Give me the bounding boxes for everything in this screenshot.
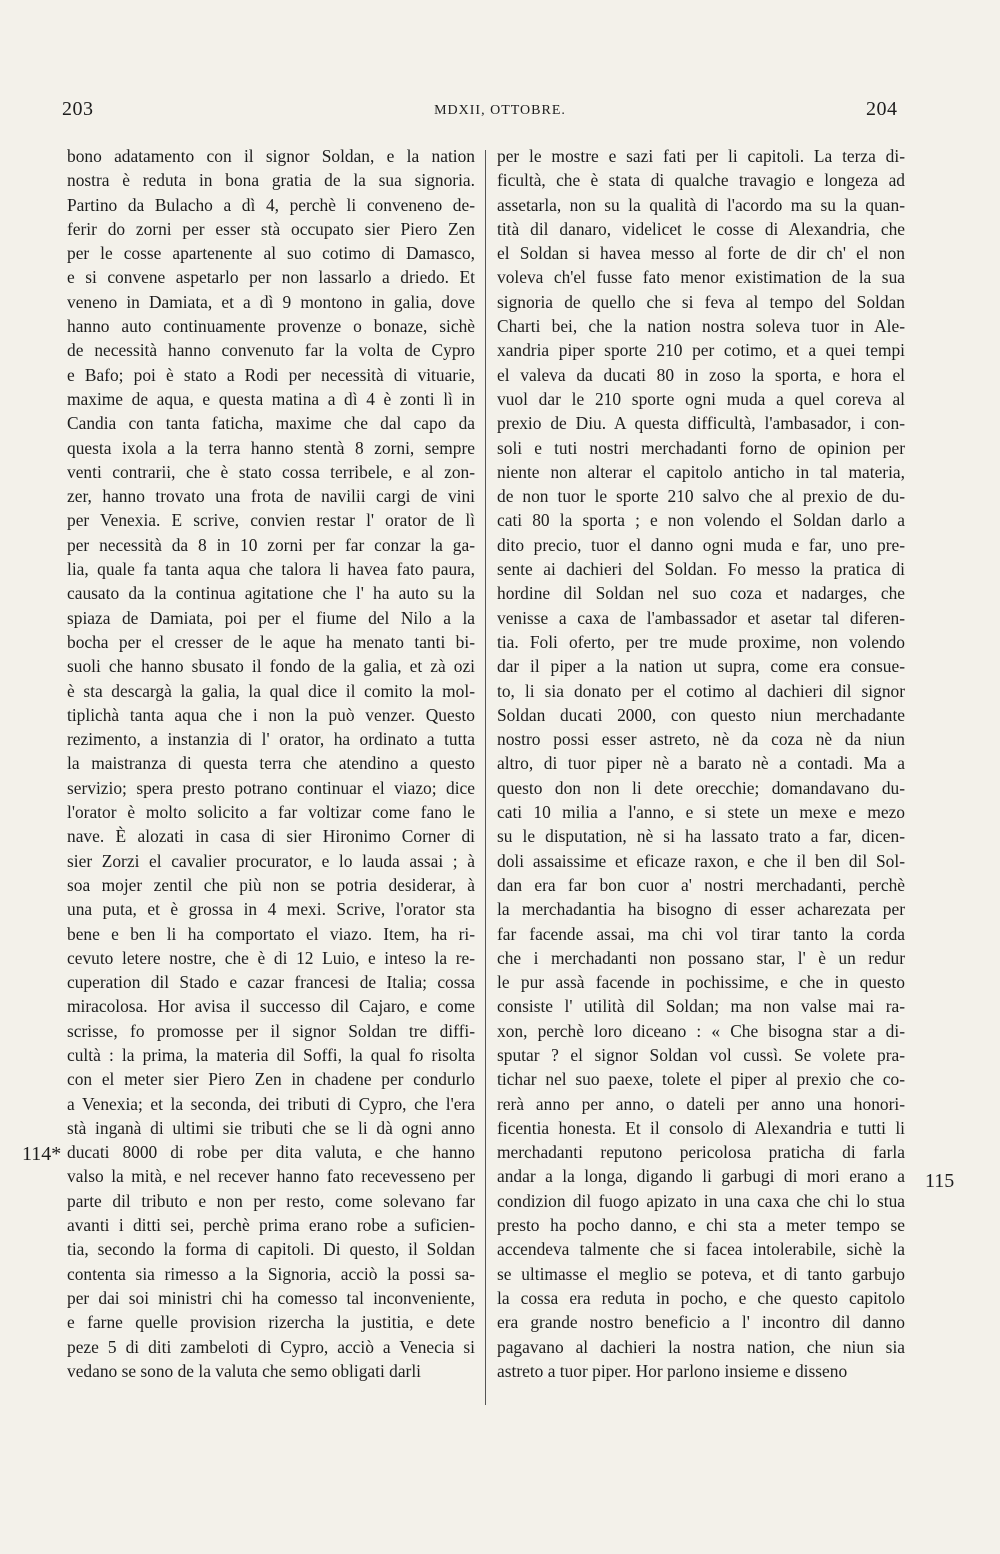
text-line: ficultà, che è stata di qualche travagio e longeza ad (497, 170, 905, 191)
text-line: bono adatamento con il signor Soldan, e la nation (67, 146, 475, 166)
text-line: causato da la continua agitatione che l' ha auto su la (67, 583, 475, 604)
text-line: zer, hanno trovato una frota de navilii cargi de vini (67, 486, 475, 507)
text-line: tiplichà tanta aqua che i non la può venzer. Questo (67, 704, 475, 725)
text-line: soa mojer zentil che più non se potria desiderar, à (67, 874, 475, 895)
text-line: una puta, et è grossa in 4 mexi. Scrive, l'orator sta (67, 899, 475, 920)
text-line: far facende assai, ma chi vol tirar tanto la corda (497, 923, 905, 944)
text-line: accendeva talmente che si facea intolerabile, sichè la (497, 1239, 905, 1260)
text-line: spiaza de Damiata, poi per el fiume del Nilo a la (67, 607, 475, 628)
text-line: per le mostre e sazi fati per li capitoli. La terza di- (497, 146, 905, 166)
text-line: valso la mità, e nel recever hanno fato recevesseno per (67, 1166, 475, 1187)
text-line: ferir do zorni per esser stà occupato sier Piero Zen (67, 218, 475, 239)
text-line: nave. È alozati in casa di sier Hironimo Corner di (67, 826, 475, 847)
page-number-left: 203 (62, 98, 94, 120)
text-line: rezimento, a instanzia di l' orator, ha ordinato a tutta (67, 729, 475, 750)
text-line: Soldan ducati 2000, con questo niun merchadante (497, 704, 905, 725)
text-line: andar a la longa, digando li garbugi di mori erano a (497, 1166, 905, 1187)
text-line: nostro possi esser astreto, nè da coza nè da niun (497, 729, 905, 750)
text-line: voleva ch'el fusse fato menor existimation de la sua (497, 267, 905, 288)
text-line: peze 5 di diti zambeloti di Cypro, acciò a Venecia si (67, 1336, 475, 1357)
text-line: ducati 8000 di robe per dita valuta, e che hanno (67, 1142, 475, 1163)
text-line: consiste l' utilità dil Soldan; ma non valse mai ra- (497, 996, 905, 1017)
text-line: dito precio, tuor el danno ogni muda e far, uno pre- (497, 534, 905, 555)
text-line: lia, quale fa tanta aqua che talora li havea fato paura, (67, 559, 475, 580)
text-line: cuperation dil Stado e cazar francesi de Italia; cossa (67, 972, 475, 993)
text-line: vuol dar le 210 sporte ogni muda a quel coreva al (497, 388, 905, 409)
text-line: altro, di tuor piper nè a barato nè a contadi. Ma a (497, 753, 905, 774)
text-line: tichar nel suo paexe, tolete el piper al prexio che co- (497, 1069, 905, 1090)
text-line: e Bafo; poi è stato a Rodi per necessità di vituarie, (67, 364, 475, 385)
text-line: de necessità hanno convenuto far la volta de Cypro (67, 340, 475, 361)
text-line: era grande nostro beneficio a l' incontro dil danno (497, 1312, 905, 1333)
text-line: tità dil danaro, videlicet le cosse di Alexandria, che (497, 218, 905, 239)
text-line: su le disputation, nè si ha lassato trato a far, dicen- (497, 826, 905, 847)
text-line: maxime de aqua, e questa matina a dì 4 è zonti lì in (67, 388, 475, 409)
text-line: merchadanti reputono pericolosa praticha di farla (497, 1142, 905, 1163)
text-line: ficentia honesta. Et il consolo di Alexandria e tutti li (497, 1117, 905, 1138)
text-line: niente non alterar el capitolo anticho in tal materia, (497, 461, 905, 482)
text-line: per Venexia. E scrive, convien restar l' orator de lì (67, 510, 475, 531)
text-line: contenta sia rimesso a la Signoria, acciò la possi sa- (67, 1263, 475, 1284)
text-line: rerà anno per anno, o dateli per anno una honori- (497, 1093, 905, 1114)
text-line: cultà : la prima, la materia dil Soffi, la qual fo risolta (67, 1044, 475, 1065)
text-line: a Venexia; et la seconda, dei tributi di Cypro, che l'era (67, 1093, 475, 1114)
text-line: è sta descargà la galia, la qual dice il comito la mol- (67, 680, 475, 701)
text-line: venisse a caxa de l'ambassador et asetar tal diferen- (497, 607, 905, 628)
text-line: dan era far bon cuor a' nostri merchadanti, perchè (497, 874, 905, 895)
text-line: la merchadantia ha bisogno di esser acharezata per (497, 899, 905, 920)
text-line: el Soldan si havea messo al forte de dir ch' el non (497, 243, 905, 264)
column-divider (485, 150, 486, 1405)
margin-reference-left: 114* (22, 1143, 62, 1165)
text-line: miracolosa. Hor avisa il successo dil Cajaro, e come (67, 996, 475, 1017)
text-line: le pur assà facende in pochissime, e che in questo (497, 972, 905, 993)
text-line: e si convene aspetarlo per non lassarlo a driedo. Et (67, 267, 475, 288)
text-line: veneno in Damiata, et a dì 9 montono in galia, dove (67, 291, 475, 312)
text-line: hordine dil Soldan nel suo coza et nadarges, che (497, 583, 905, 604)
text-line: parte dil tributo e non per resto, come solevano far (67, 1190, 475, 1211)
text-line: questo don non li dete orecchie; domandavano du- (497, 777, 905, 798)
text-line: e farne quelle provision rizercha la justitia, e dete (67, 1312, 475, 1333)
text-line: cevuto letere nostre, che è di 12 Luio, e inteso la re- (67, 947, 475, 968)
text-line: servizio; spera presto potrano continuar el viazo; dice (67, 777, 475, 798)
text-line: sputar ? el signor Soldan vol cussì. Se volete pra- (497, 1044, 905, 1065)
text-line: per dai soi ministri chi ha comesso tal inconveniente, (67, 1287, 475, 1308)
text-line: tia, secondo la forma di capitoli. Di questo, il Soldan (67, 1239, 475, 1260)
text-line: pagavano al dachieri la nostra nation, che niun sia (497, 1336, 905, 1357)
text-line: cati 10 milia a l'anno, e si stete un mexe e mezo (497, 802, 905, 823)
text-line: bocha per el cresser de le aque ha menato tanti bi- (67, 631, 475, 652)
text-line: condizion dil fuogo apizato in una caxa che chi lo stua (497, 1190, 905, 1211)
text-line: assetarla, non su la qualità di l'acordo ma su la quan- (497, 194, 905, 215)
text-line: soli e tuti nostri merchadanti forno de opinion per (497, 437, 905, 458)
text-line: avanti i ditti sei, perchè prima erano robe a suficien- (67, 1215, 475, 1236)
text-line: per le cosse apartenente al suo cotimo di Damasco, (67, 243, 475, 264)
text-line: Candia con tanta faticha, maxime che dal capo da (67, 413, 475, 434)
text-line: cati 80 la sporta ; e non volendo el Soldan darlo a (497, 510, 905, 531)
text-line: hanno auto continuamente provenze o bonaze, sichè (67, 316, 475, 337)
text-line: bene e ben li ha comportato el viazo. Item, ha ri- (67, 923, 475, 944)
text-line: se ultimasse el meglio se poteva, et di tanto garbujo (497, 1263, 905, 1284)
text-line: vedano se sono de la valuta che semo obligati darli (67, 1360, 421, 1381)
text-line: dar il piper a la nation ut supra, come era consue- (497, 656, 905, 677)
text-line: questa ixola a la terra hanno stentà 8 zorni, sempre (67, 437, 475, 458)
text-line: sente ai dachieri del Soldan. Fo messo la pratica di (497, 559, 905, 580)
text-line: la cossa era reduta in pocho, e che questo capitolo (497, 1287, 905, 1308)
page-number-right: 204 (866, 98, 898, 120)
text-line: sier Zorzi el cavalier procurator, e lo lauda assai ; à (67, 850, 475, 871)
text-line: el valeva da ducati 80 in zoso la sporta, e hora el (497, 364, 905, 385)
text-line: per necessità da 8 in 10 zorni per far conzar la ga- (67, 534, 475, 555)
text-line: con el meter sier Piero Zen in chadene per condurlo (67, 1069, 475, 1090)
text-line: prexio de Diu. A questa difficultà, l'ambasador, i con- (497, 413, 905, 434)
text-line: presto ha pocho danno, e chi sta a meter tempo se (497, 1215, 905, 1236)
text-line: tia. Foli oferto, per tre mude proxime, non volendo (497, 631, 905, 652)
text-line: venti contrarii, che è stato cossa terribele, e al zon- (67, 461, 475, 482)
text-line: signoria de quello che si feva al tempo del Soldan (497, 291, 905, 312)
text-line: suoli che hanno sbusato il fondo de la galia, et zà ozi (67, 656, 475, 677)
text-line: la maistranza di questa terra che atendino a questo (67, 753, 475, 774)
text-line: xon, perchè loro diceano : « Che bisogna star a di- (497, 1020, 905, 1041)
text-line: Partino da Bulacho a dì 4, perchè li conveneno de- (67, 194, 475, 215)
text-line: l'orator è molto solicito a far voltizar come fano le (67, 802, 475, 823)
text-line: che i merchadanti non possano star, l' è un redur (497, 947, 905, 968)
text-line: xandria piper sporte 210 per cotimo, et a quei tempi (497, 340, 905, 361)
text-line: doli assaissime et eficaze raxon, e che il ben dil Sol- (497, 850, 905, 871)
text-line: stà inganà di ultimi sie tributi che se li dà ogni anno (67, 1117, 475, 1138)
text-line: Charti bei, che la nation nostra soleva tuor in Ale- (497, 316, 905, 337)
text-line: scrisse, fo promosse per il signor Soldan tre diffi- (67, 1020, 475, 1041)
running-title: MDXII, OTTOBRE. (434, 103, 566, 118)
text-line: nostra è reduta in bona gratia de la sua signoria. (67, 170, 475, 191)
margin-reference-right: 115 (925, 1170, 955, 1192)
text-line: de non tuor le sporte 210 salvo che al prexio de du- (497, 486, 905, 507)
text-line: astreto a tuor piper. Hor parlono insieme e disseno (497, 1360, 848, 1381)
text-column-right (497, 144, 905, 1383)
text-column-left (67, 144, 475, 1383)
text-line: to, li sia donato per el cotimo al dachieri dil signor (497, 680, 905, 701)
